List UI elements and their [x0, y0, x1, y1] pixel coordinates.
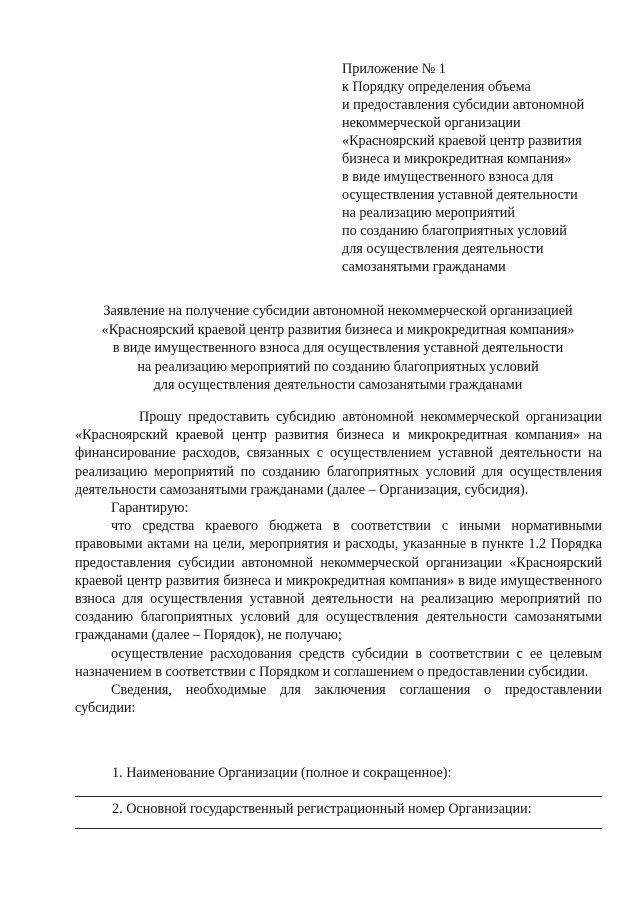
title-line: «Красноярский краевой центр развития бизнеса и микрокредитная компания» [101, 321, 575, 338]
fill-in-line-1[interactable] [75, 796, 602, 797]
guarantee-heading: Гарантирую: [111, 500, 189, 517]
item-ogrn: 2. Основной государственный регистрационный номер Организации: [112, 801, 532, 817]
appendix-line: некоммерческой организации [342, 115, 521, 131]
fill-in-line-2[interactable] [75, 828, 602, 829]
appendix-line: и предоставления субсидии автономной [342, 97, 585, 113]
document-title [68, 302, 608, 395]
appendix-line: на реализацию мероприятий [342, 205, 515, 221]
title-line: для осуществления деятельности самозанятыми гражданами [153, 377, 523, 393]
document-body [75, 408, 602, 717]
guarantee-paragraph-1: что средства краевого бюджета в соответствии с иными нормативными правовыми актами на цели, мероприятия и расходы, указанные в пункте 1.2 Порядка предоставления субсидии автономной некоммерческой организации «Красноярский краевой центр развития бизнеса и микрокредитная компания» в виде имущественного взноса для осуществления уставной деятельности на реализацию мероприятий по созданию благоприятных условий для осуществления деятельности самозанятыми гражданами (далее – Порядок), не получаю; [75, 518, 602, 644]
appendix-line: самозанятыми гражданами [342, 259, 506, 275]
appendix-line: к Порядку определения объема [342, 79, 531, 95]
info-paragraph: Сведения, необходимые для заключения соглашения о предоставлении субсидии: [75, 682, 602, 717]
appendix-line: по созданию благоприятных условий [342, 223, 567, 239]
appendix-line: «Красноярский краевой центр развития [342, 133, 582, 149]
title-line: на реализацию мероприятий по созданию благоприятных условий [137, 358, 539, 375]
item-organization-name: 1. Наименование Организации (полное и сокращенное): [112, 765, 452, 781]
appendix-line: для осуществления деятельности [342, 241, 544, 257]
appendix-line: осуществления уставной деятельности [342, 187, 578, 203]
title-line: Заявление на получение субсидии автономной некоммерческой организацией [103, 303, 573, 319]
appendix-line: Приложение № 1 [342, 61, 446, 77]
guarantee-paragraph-2: осуществление расходования средств субсидии в соответствии с ее целевым назначением в соответствии с Порядком и соглашением о предоставлении субсидии. [75, 645, 602, 680]
appendix-line: бизнеса и микрокредитная компания» [342, 151, 572, 167]
request-paragraph: Прошу предоставить субсидию автономной некоммерческой организации «Красноярский краевой центр развития бизнеса и микрокредитная компания» на финансирование расходов, связанных с осуществлением уставной деятельности на реализацию мероприятий по созданию благоприятных условий для осуществления деятельности самозанятыми гражданами (далее – Организация, субсидия). [75, 409, 602, 498]
appendix-header [342, 60, 632, 276]
title-line: в виде имущественного взноса для осуществления уставной деятельности [112, 340, 564, 356]
appendix-line: в виде имущественного взноса для [342, 169, 554, 185]
